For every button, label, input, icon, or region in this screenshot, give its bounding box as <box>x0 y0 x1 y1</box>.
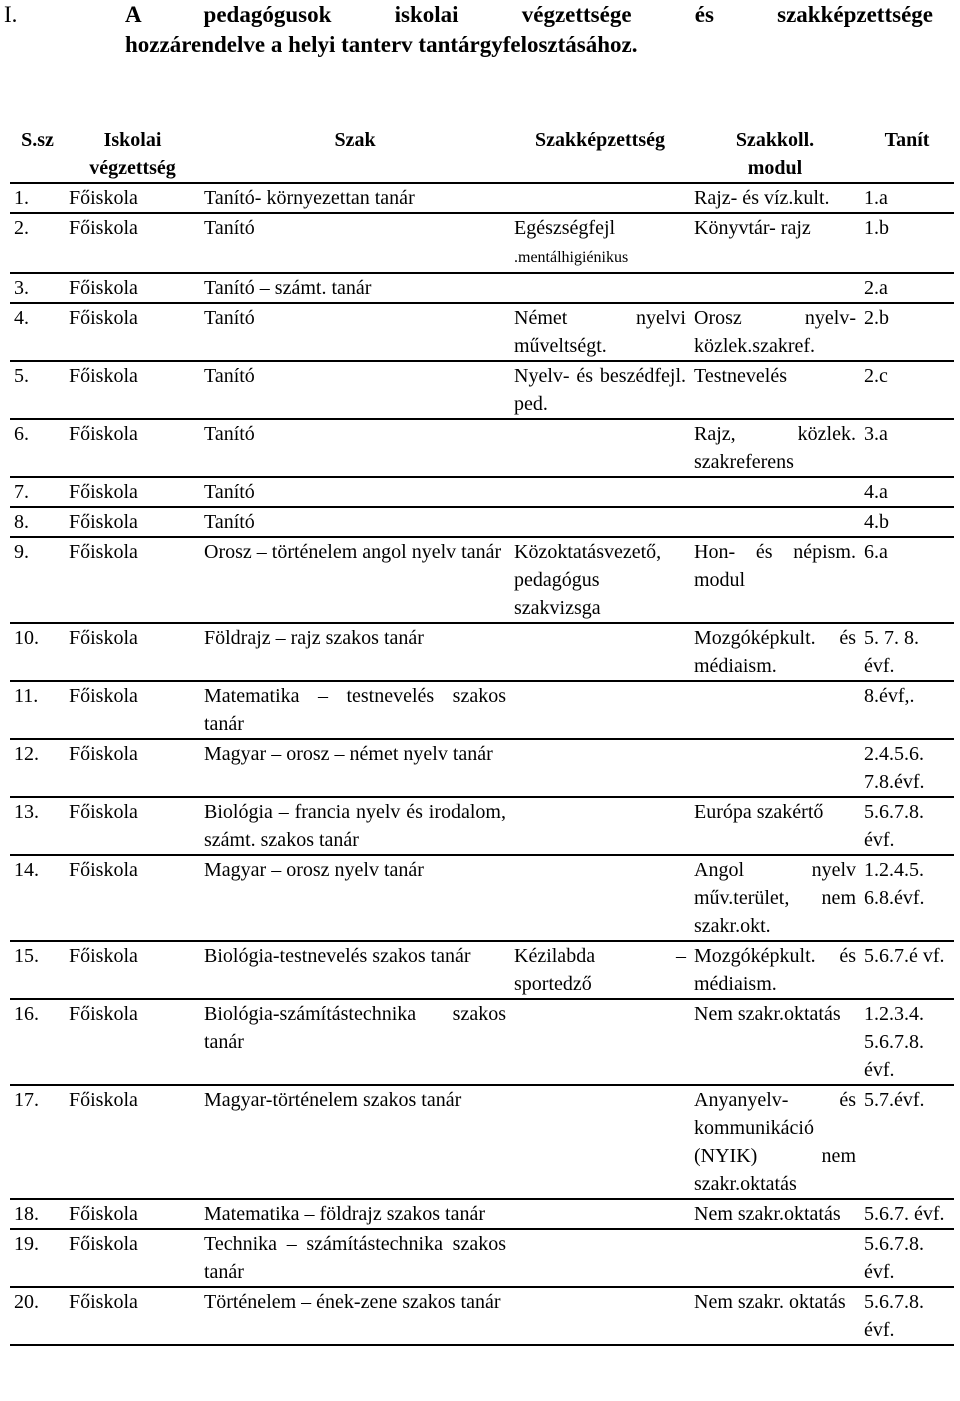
cell-iskolai: Főiskola <box>69 423 138 445</box>
cell-kepzettseg <box>510 739 690 797</box>
cell-modul: Orosz nyelv-közlek.szakref. <box>694 307 856 357</box>
cell-iskolai: Főiskola <box>69 307 138 329</box>
cell-szak: Magyar-történelem szakos tanár <box>204 1089 462 1111</box>
cell-modul: Nem szakr.oktatás <box>694 1203 841 1225</box>
cell-kepzettseg <box>510 507 690 537</box>
cell-modul: Nem szakr. oktatás <box>694 1291 846 1313</box>
cell-iskolai: Főiskola <box>69 801 138 823</box>
cell-modul: Mozgóképkult. és médiaism. <box>694 945 856 995</box>
cell-szak: Földrajz – rajz szakos tanár <box>204 627 424 649</box>
cell-kepzettseg: Német nyelvi műveltségt. <box>514 307 686 357</box>
document-heading <box>0 0 960 70</box>
cell-modul <box>690 681 860 739</box>
table-row <box>10 1229 954 1287</box>
cell-iskolai: Főiskola <box>69 217 138 239</box>
table-header-row <box>10 126 954 183</box>
cell-iskolai: Főiskola <box>69 541 138 563</box>
cell-num: 7. <box>14 481 29 503</box>
cell-tanit: 1.a <box>864 187 888 209</box>
cell-modul: Mozgóképkult. és médiaism. <box>694 627 856 677</box>
table-row <box>10 419 954 477</box>
cell-kepzettseg <box>510 1085 690 1199</box>
header-kepzettseg: Szakképzettség <box>535 129 665 151</box>
cell-kepzettseg <box>510 1287 690 1345</box>
cell-szak: Matematika – testnevelés szakos tanár <box>204 685 506 735</box>
cell-modul <box>690 477 860 507</box>
cell-num: 6. <box>14 423 29 445</box>
cell-szak: Biológia – francia nyelv és irodalom, számt. szakos tanár <box>204 801 506 851</box>
cell-tanit: 5.6.7.8. évf. <box>864 1291 924 1341</box>
table-row <box>10 1199 954 1229</box>
cell-szak: Matematika – földrajz szakos tanár <box>204 1203 485 1225</box>
cell-kepzettseg <box>510 623 690 681</box>
cell-tanit: 3.a <box>864 423 888 445</box>
cell-tanit: 2.b <box>864 307 889 329</box>
cell-num: 15. <box>14 945 39 967</box>
cell-iskolai: Főiskola <box>69 365 138 387</box>
table-row <box>10 855 954 941</box>
cell-kepzettseg <box>510 477 690 507</box>
cell-kepzettseg <box>510 797 690 855</box>
cell-iskolai: Főiskola <box>69 1233 138 1255</box>
cell-kepzettseg <box>510 183 690 213</box>
table-row <box>10 797 954 855</box>
cell-num: 3. <box>14 277 29 299</box>
cell-kepzettseg <box>510 681 690 739</box>
cell-szak: Orosz – történelem angol nyelv tanár <box>204 541 502 563</box>
cell-iskolai: Főiskola <box>69 277 138 299</box>
header-modul: Szakkoll. modul <box>735 129 815 179</box>
table-row <box>10 623 954 681</box>
cell-num: 8. <box>14 511 29 533</box>
cell-num: 9. <box>14 541 29 563</box>
cell-szak: Tanító <box>204 511 255 533</box>
cell-num: 1. <box>14 187 29 209</box>
cell-tanit: 8.évf,. <box>864 685 915 707</box>
heading-line-1: A pedagógusok iskolai végzettsége és szakképzettsége <box>125 2 933 27</box>
cell-kepzettseg <box>510 855 690 941</box>
cell-modul <box>690 1229 860 1287</box>
cell-modul: Angol nyelv műv.terület, nem szakr.okt. <box>694 859 856 937</box>
cell-iskolai: Főiskola <box>69 1089 138 1111</box>
table-row <box>10 1287 954 1345</box>
cell-modul: Rajz, közlek. szakreferens <box>694 423 856 473</box>
table-row <box>10 739 954 797</box>
cell-kepzettseg <box>510 1229 690 1287</box>
cell-modul <box>690 507 860 537</box>
cell-modul: Hon- és népism. modul <box>694 541 856 591</box>
heading-number: I. <box>4 2 18 27</box>
cell-szak: Tanító <box>204 423 255 445</box>
cell-tanit: 2.a <box>864 277 888 299</box>
cell-modul: Testnevelés <box>694 365 788 387</box>
cell-szak: Biológia-számítástechnika szakos tanár <box>204 1003 506 1053</box>
cell-num: 5. <box>14 365 29 387</box>
cell-tanit: 6.a <box>864 541 888 563</box>
table-row <box>10 999 954 1085</box>
cell-iskolai: Főiskola <box>69 627 138 649</box>
cell-kepzettseg <box>510 273 690 303</box>
cell-iskolai: Főiskola <box>69 945 138 967</box>
table-body <box>10 183 954 1345</box>
cell-modul <box>690 739 860 797</box>
table-row <box>10 183 954 213</box>
cell-tanit: 4.b <box>864 511 889 533</box>
cell-szak: Tanító <box>204 481 255 503</box>
cell-iskolai: Főiskola <box>69 1291 138 1313</box>
table-row <box>10 273 954 303</box>
cell-szak: Történelem – ének-zene szakos tanár <box>204 1291 501 1313</box>
cell-iskolai: Főiskola <box>69 743 138 765</box>
cell-tanit: 4.a <box>864 481 888 503</box>
table-row <box>10 507 954 537</box>
cell-tanit: 2.c <box>864 365 888 387</box>
cell-iskolai: Főiskola <box>69 481 138 503</box>
header-iskolai: Iskolai végzettség <box>89 129 176 179</box>
cell-iskolai: Főiskola <box>69 685 138 707</box>
cell-tanit: 2.4.5.6. 7.8.évf. <box>864 743 925 793</box>
cell-szak: Tanító- környezettan tanár <box>204 187 415 209</box>
teacher-qualification-table <box>10 126 954 1346</box>
table-row <box>10 477 954 507</box>
cell-modul: Rajz- és víz.kult. <box>694 187 830 209</box>
cell-modul <box>690 273 860 303</box>
cell-num: 14. <box>14 859 39 881</box>
table-row <box>10 213 954 273</box>
cell-kepzettseg: Egészségfejl .mentálhigiénikus <box>514 217 629 266</box>
cell-kepzettseg: Nyelv- és beszédfejl. ped. <box>514 365 686 415</box>
cell-kepzettseg: Közoktatásvezető, pedagógus szakvizsga <box>514 541 662 619</box>
cell-num: 12. <box>14 743 39 765</box>
cell-tanit: 5.6.7. évf. <box>864 1203 945 1225</box>
cell-num: 19. <box>14 1233 39 1255</box>
cell-szak: Tanító – számt. tanár <box>204 277 372 299</box>
cell-kepzettseg <box>510 1199 690 1229</box>
cell-modul: Nem szakr.oktatás <box>694 1003 841 1025</box>
table-row <box>10 681 954 739</box>
cell-modul: Anyanyelv- és kommunikáció (NYIK) nem szakr.oktatás <box>694 1089 856 1195</box>
cell-iskolai: Főiskola <box>69 511 138 533</box>
cell-tanit: 1.b <box>864 217 889 239</box>
cell-num: 4. <box>14 307 29 329</box>
heading-line-2: hozzárendelve a helyi tanterv tantárgyfelosztásához. <box>125 32 638 57</box>
cell-tanit: 1.2.3.4. 5.6.7.8. évf. <box>864 1003 924 1081</box>
cell-iskolai: Főiskola <box>69 1003 138 1025</box>
cell-modul: Könyvtár- rajz <box>694 217 811 239</box>
cell-num: 17. <box>14 1089 39 1111</box>
cell-num: 20. <box>14 1291 39 1313</box>
table-row <box>10 537 954 623</box>
cell-num: 13. <box>14 801 39 823</box>
cell-szak: Biológia-testnevelés szakos tanár <box>204 945 471 967</box>
cell-kepzettseg <box>510 999 690 1085</box>
cell-szak: Magyar – orosz – német nyelv tanár <box>204 743 493 765</box>
cell-tanit: 5.6.7.8. évf. <box>864 801 924 851</box>
cell-iskolai: Főiskola <box>69 187 138 209</box>
cell-iskolai: Főiskola <box>69 1203 138 1225</box>
cell-num: 18. <box>14 1203 39 1225</box>
header-tanit: Tanít <box>884 129 930 151</box>
cell-num: 2. <box>14 217 29 239</box>
cell-tanit: 5. 7. 8. évf. <box>864 627 919 677</box>
cell-szak: Tanító <box>204 307 255 329</box>
cell-szak: Tanító <box>204 217 255 239</box>
cell-szak: Tanító <box>204 365 255 387</box>
table-row <box>10 361 954 419</box>
cell-num: 10. <box>14 627 39 649</box>
table-row <box>10 303 954 361</box>
cell-num: 16. <box>14 1003 39 1025</box>
cell-tanit: 5.6.7.é vf. <box>864 945 945 967</box>
cell-tanit: 1.2.4.5. 6.8.évf. <box>864 859 925 909</box>
cell-kepzettseg: Kézilabda – sportedző <box>514 945 686 995</box>
table-row <box>10 1085 954 1199</box>
cell-modul: Európa szakértő <box>694 801 824 823</box>
table-row <box>10 941 954 999</box>
header-szak: Szak <box>334 129 376 151</box>
cell-num: 11. <box>14 685 39 707</box>
cell-tanit: 5.7.évf. <box>864 1089 925 1111</box>
header-num: S.sz <box>21 129 54 151</box>
cell-szak: Magyar – orosz nyelv tanár <box>204 859 424 881</box>
cell-szak: Technika – számítástechnika szakos tanár <box>204 1233 506 1283</box>
cell-tanit: 5.6.7.8. évf. <box>864 1233 924 1283</box>
cell-iskolai: Főiskola <box>69 859 138 881</box>
cell-kepzettseg <box>510 419 690 477</box>
